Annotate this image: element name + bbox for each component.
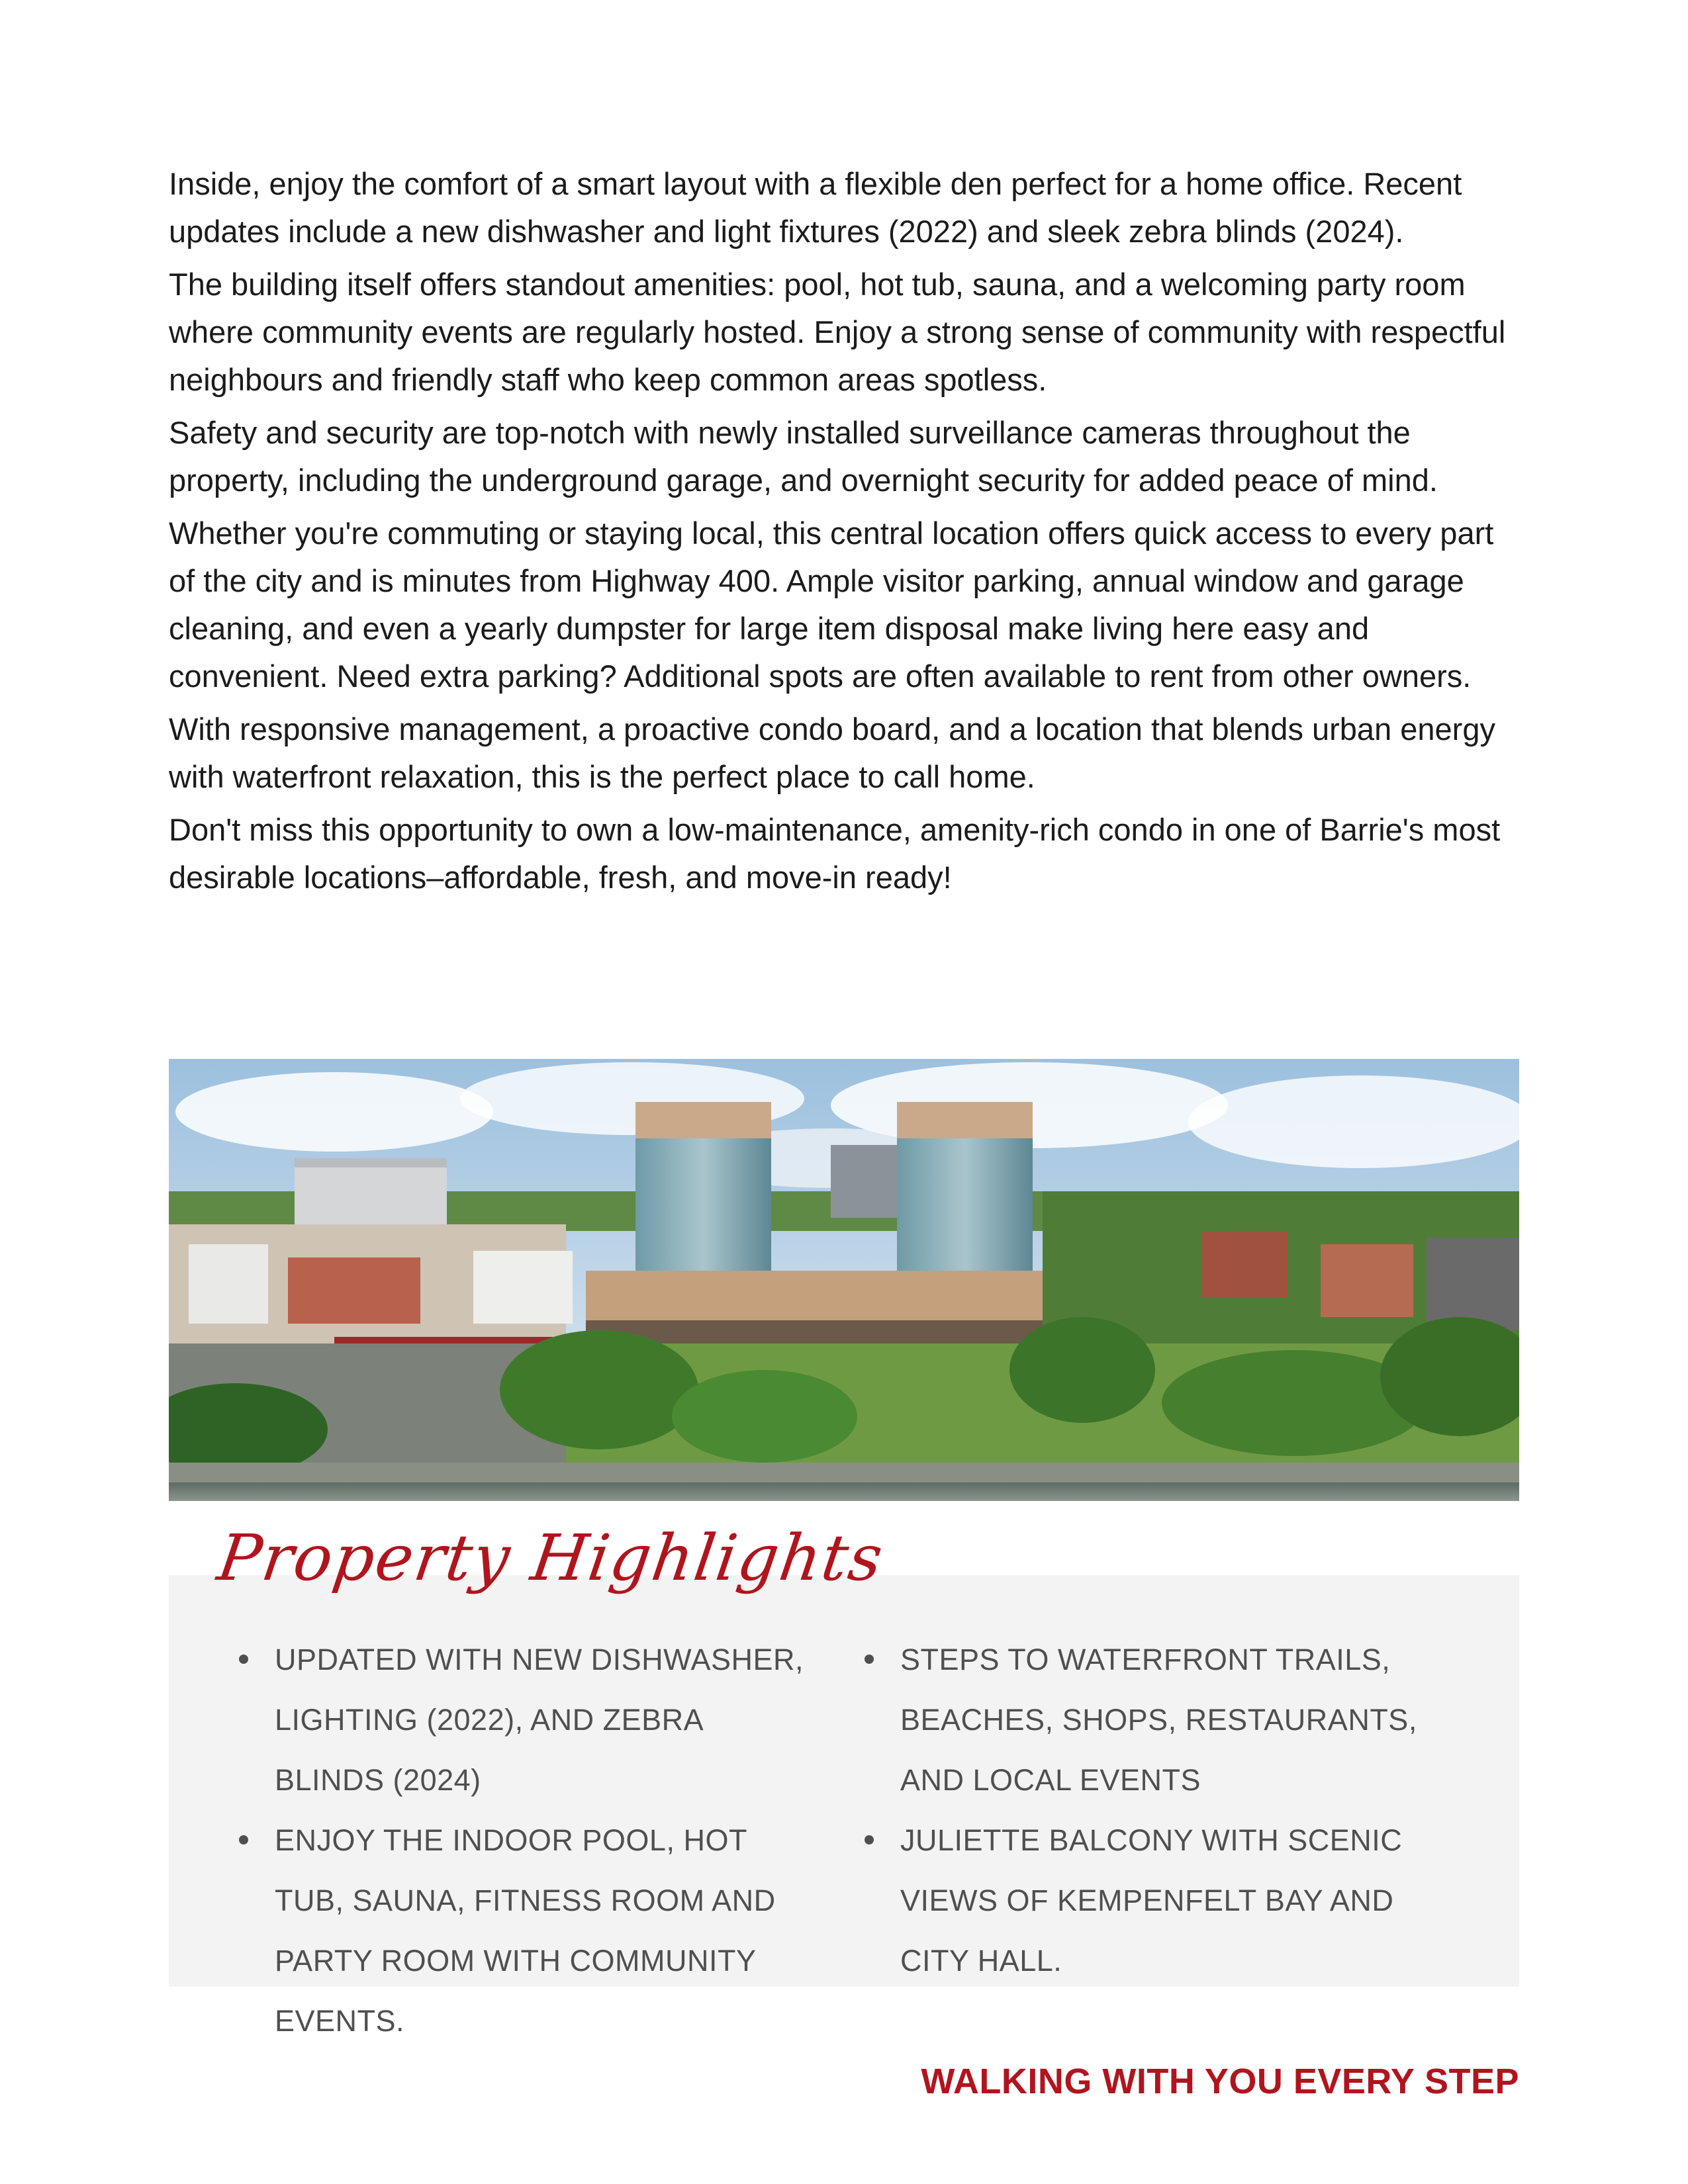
highlight-item	[861, 1810, 1430, 1991]
highlight-text: STEPS TO WATERFRONT TRAILS, BEACHES, SHOPS, RESTAURANTS, AND LOCAL EVENTS	[900, 1643, 1417, 1797]
property-aerial-photo	[169, 1059, 1519, 1501]
footer-tagline: WALKING WITH YOU EVERY STEP	[921, 2062, 1519, 2101]
paragraph-closing: Don't miss this opportunity to own a low-maintenance, amenity-rich condo in one of Barrie's most desirable locations–affordable, fresh, and move-in ready!	[169, 812, 1501, 895]
paragraph-security: Safety and security are top-notch with newly installed surveillance cameras throughout the property, including the underground garage, and overnight security for added peace of mind.	[169, 415, 1438, 498]
paragraph-management: With responsive management, a proactive condo board, and a location that blends urban energy with waterfront relaxation, this is the perfect place to call home.	[169, 711, 1495, 794]
highlight-text: JULIETTE BALCONY WITH SCENIC VIEWS OF KEMPENFELT BAY AND CITY HALL.	[900, 1823, 1403, 1978]
paragraph-amenities: The building itself offers standout amenities: pool, hot tub, sauna, and a welcoming party room where community events are regularly hosted. Enjoy a strong sense of community with respectful neighbours and friendly staff who keep common areas spotless.	[169, 267, 1506, 397]
highlight-item	[235, 1810, 804, 2051]
bullet-icon	[865, 1835, 874, 1844]
highlights-left-column	[235, 1629, 804, 2051]
paragraph-location: Whether you're commuting or staying local, this central location offers quick access to every part of the city and is minutes from Highway 400. Ample visitor parking, annual window and garage cleaning, and even a yearly dumpster for large item disposal make living here easy and convenient. Need extra parking? Additional spots are often available to rent from other owners.	[169, 516, 1494, 694]
highlight-item	[235, 1629, 804, 1810]
bullet-icon	[239, 1835, 248, 1844]
highlights-right-column	[861, 1629, 1430, 1991]
highlight-item	[861, 1629, 1430, 1810]
highlights-title: Property Highlights	[213, 1521, 888, 1595]
bullet-icon	[239, 1655, 248, 1664]
highlight-text: ENJOY THE INDOOR POOL, HOT TUB, SAUNA, FITNESS ROOM AND PARTY ROOM WITH COMMUNITY EVENTS.	[275, 1823, 776, 2038]
bullet-icon	[865, 1655, 874, 1664]
paragraph-layout: Inside, enjoy the comfort of a smart layout with a flexible den perfect for a home office. Recent updates include a new dishwasher and light fixtures (2022) and sleek zebra blinds (2024).	[169, 166, 1462, 249]
highlight-text: UPDATED WITH NEW DISHWASHER, LIGHTING (2022), AND ZEBRA BLINDS (2024)	[275, 1643, 804, 1797]
description-text	[169, 160, 1526, 907]
